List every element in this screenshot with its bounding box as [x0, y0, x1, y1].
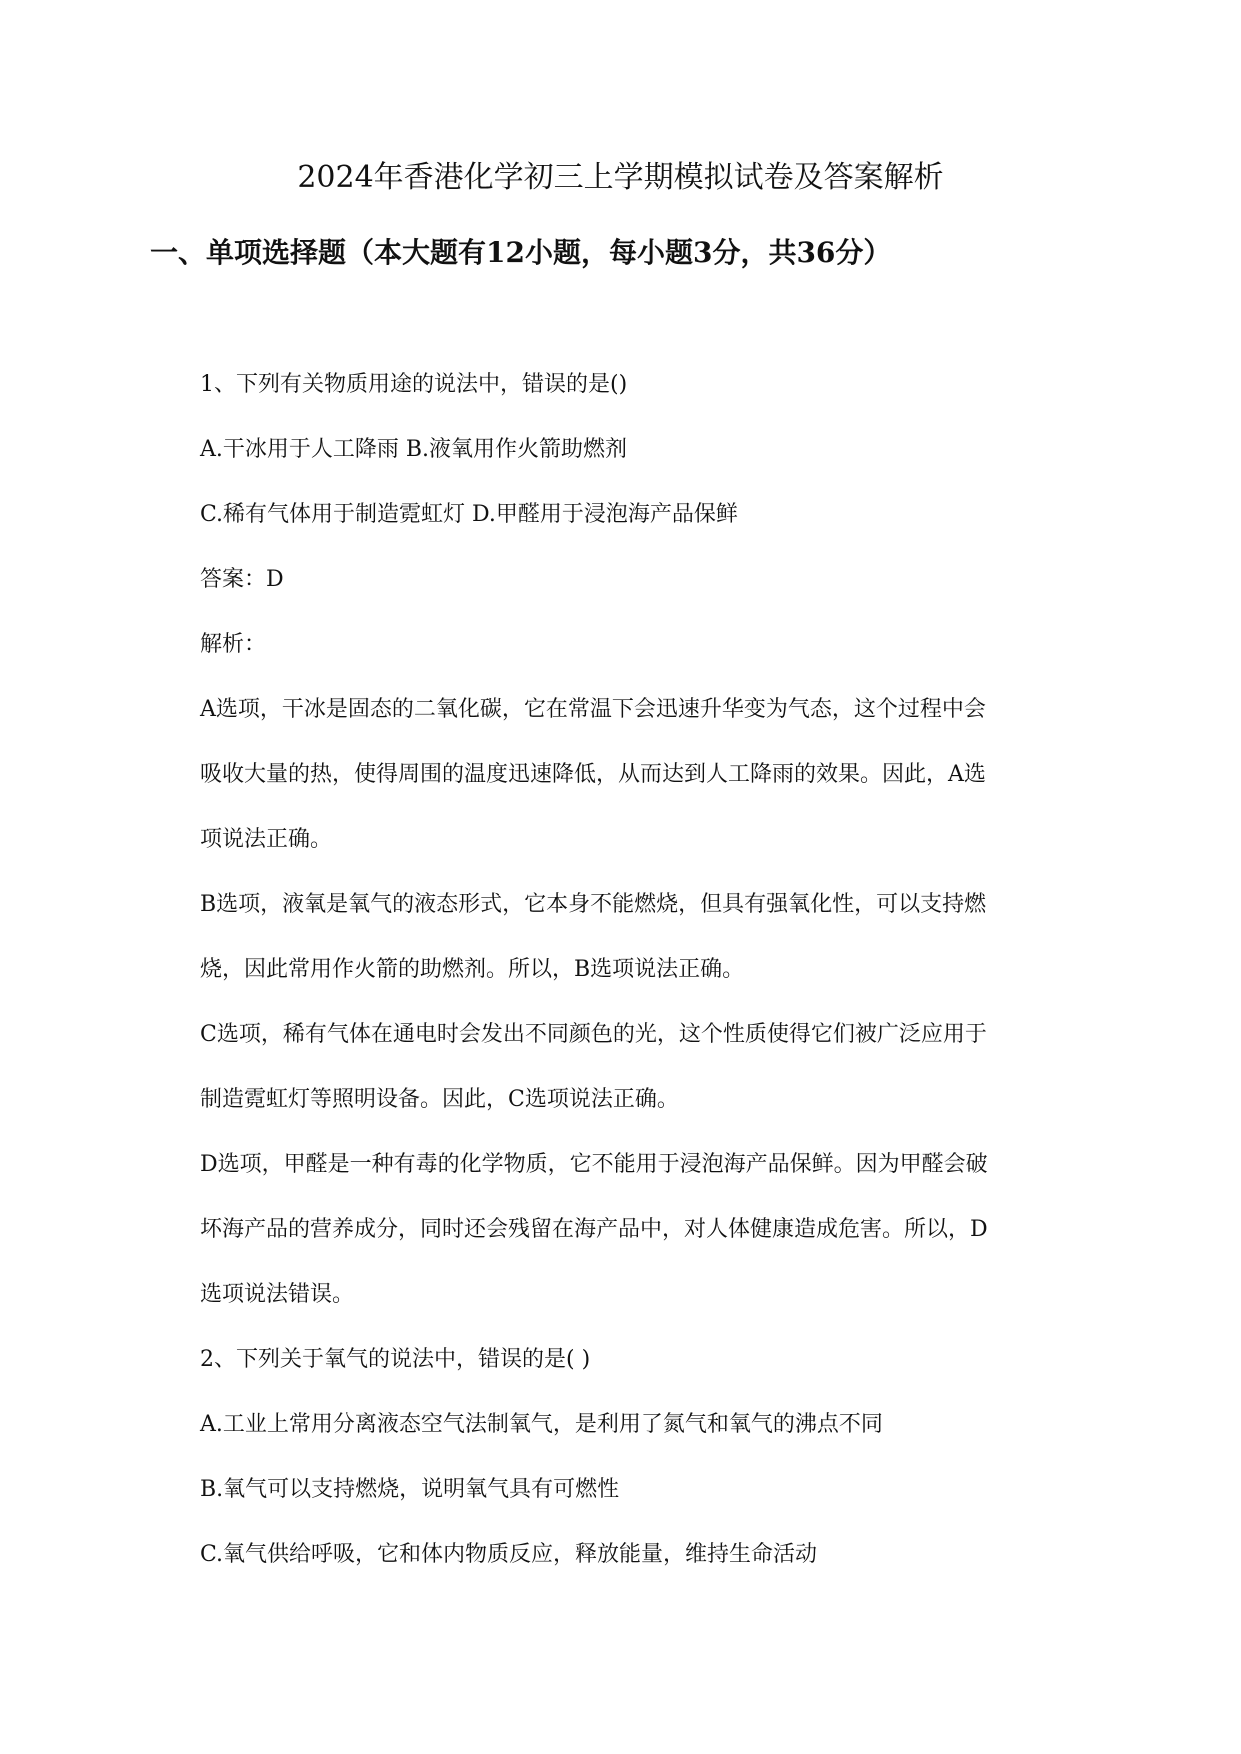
document-title: 2024年香港化学初三上学期模拟试卷及答案解析 — [297, 160, 944, 195]
question-2-option-c: C.氧气供给呼吸，它和体内物质反应，释放能量，维持生命活动 — [200, 1542, 818, 1567]
question-1-answer: 答案：D — [200, 567, 284, 592]
analysis-line: B选项，液氧是氧气的液态形式，它本身不能燃烧，但具有强氧化性，可以支持燃 — [200, 892, 987, 917]
question-1-options-cd: C.稀有气体用于制造霓虹灯 D.甲醛用于浸泡海产品保鲜 — [200, 502, 738, 527]
question-2-option-a: A.工业上常用分离液态空气法制氧气，是利用了氮气和氧气的沸点不同 — [200, 1412, 883, 1437]
analysis-line: D选项，甲醛是一种有毒的化学物质，它不能用于浸泡海产品保鲜。因为甲醛会破 — [200, 1152, 988, 1177]
analysis-line: A选项，干冰是固态的二氧化碳，它在常温下会迅速升华变为气态，这个过程中会 — [200, 697, 986, 722]
question-2-option-b: B.氧气可以支持燃烧，说明氧气具有可燃性 — [200, 1477, 620, 1502]
analysis-line: 吸收大量的热，使得周围的温度迅速降低，从而达到人工降雨的效果。因此，A选 — [200, 762, 986, 787]
question-2-stem: 2、下列关于氧气的说法中，错误的是( ) — [200, 1347, 591, 1372]
analysis-line: 烧，因此常用作火箭的助燃剂。所以，B选项说法正确。 — [200, 957, 745, 982]
question-1-stem: 1、下列有关物质用途的说法中，错误的是() — [200, 372, 628, 397]
analysis-line: 制造霓虹灯等照明设备。因此，C选项说法正确。 — [200, 1087, 679, 1112]
question-1-analysis-label: 解析： — [200, 632, 267, 657]
analysis-line: 坏海产品的营养成分，同时还会残留在海产品中，对人体健康造成危害。所以，D — [200, 1217, 988, 1242]
analysis-line: C选项，稀有气体在通电时会发出不同颜色的光，这个性质使得它们被广泛应用于 — [200, 1022, 987, 1047]
analysis-line: 项说法正确。 — [200, 827, 333, 852]
analysis-line: 选项说法错误。 — [200, 1282, 355, 1307]
document-body — [200, 352, 1090, 1587]
section-heading: 一、单项选择题（本大题有12小题，每小题3分，共36分） — [150, 236, 892, 269]
question-1-options-ab: A.干冰用于人工降雨 B.液氧用作火箭助燃剂 — [200, 437, 628, 462]
